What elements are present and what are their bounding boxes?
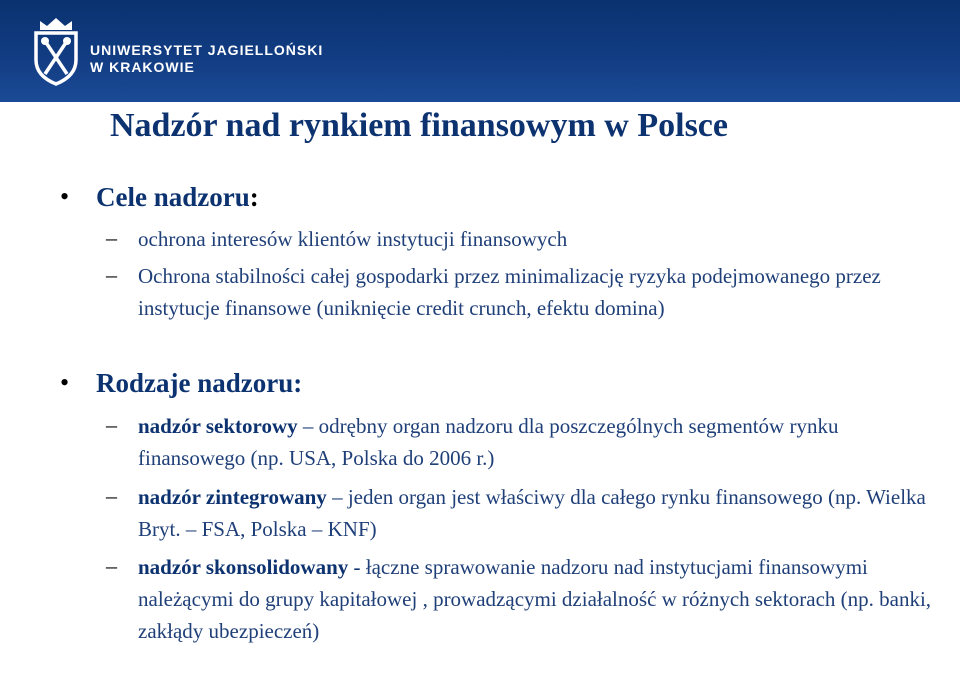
list-item-cele-2: Ochrona stabilności całej gospodarki przez minimalizację ryzyka podejmowanego przez instytucje finansowe (uniknięcie credit crunch, efektu domina) — [138, 264, 881, 320]
dash-marker: – — [106, 412, 117, 437]
separator-skonsolidowany: - — [348, 555, 366, 579]
dash-marker: – — [106, 262, 117, 287]
section-heading-rodzaje: Rodzaje nadzoru: — [96, 368, 303, 398]
list-item-rodzaje-skonsolidowany — [138, 551, 948, 647]
university-name — [90, 42, 323, 76]
term-zintegrowany: nadzór zintegrowany — [138, 485, 327, 509]
list-item-rodzaje-zintegrowany — [138, 481, 948, 545]
list-item-cele-1: ochrona interesów klientów instytucji finansowych — [138, 227, 568, 251]
dash-marker: – — [106, 483, 117, 508]
slide-title: Nadzór nad rynkiem finansowym w Polsce — [110, 107, 728, 144]
term-skonsolidowany: nadzór skonsolidowany — [138, 555, 349, 579]
term-sektorowy: nadzór sektorowy — [138, 414, 298, 438]
section-heading-cele-text: Cele nadzoru — [96, 182, 250, 212]
university-name-line1: UNIWERSYTET JAGIELLOŃSKI — [90, 42, 324, 58]
university-name-line2: W KRAKOWIE — [90, 59, 195, 75]
bullet-marker: • — [60, 182, 70, 211]
crown-crossed-sceptres-icon — [30, 16, 82, 86]
dash-marker: – — [106, 553, 117, 578]
bullet-marker: • — [60, 368, 70, 397]
description-zintegrowany: jeden organ jest właściwy dla całego rynku finansowego (np. Wielka Bryt. – FSA, Polska – KNF) — [138, 485, 926, 541]
dash-marker: – — [106, 225, 117, 250]
section-heading-cele-colon: : — [249, 182, 259, 212]
separator-zintegrowany: – — [326, 485, 348, 509]
separator-sektorowy: – — [297, 414, 319, 438]
description-skonsolidowany: łączne sprawowanie nadzoru nad instytucjami finansowymi należącymi do grupy kapitałowej , prowadzącymi działalność w różnych sektorach (np. banki, zakłądy ubezpieczeń) — [138, 555, 932, 643]
section-heading-cele — [96, 180, 259, 214]
university-header-bar — [0, 0, 960, 102]
list-item-rodzaje-sektorowy — [138, 410, 948, 474]
description-sektorowy: odrębny organ nadzoru dla poszczególnych segmentów rynku finansowego (np. USA, Polska do 2006 r.) — [138, 414, 839, 470]
